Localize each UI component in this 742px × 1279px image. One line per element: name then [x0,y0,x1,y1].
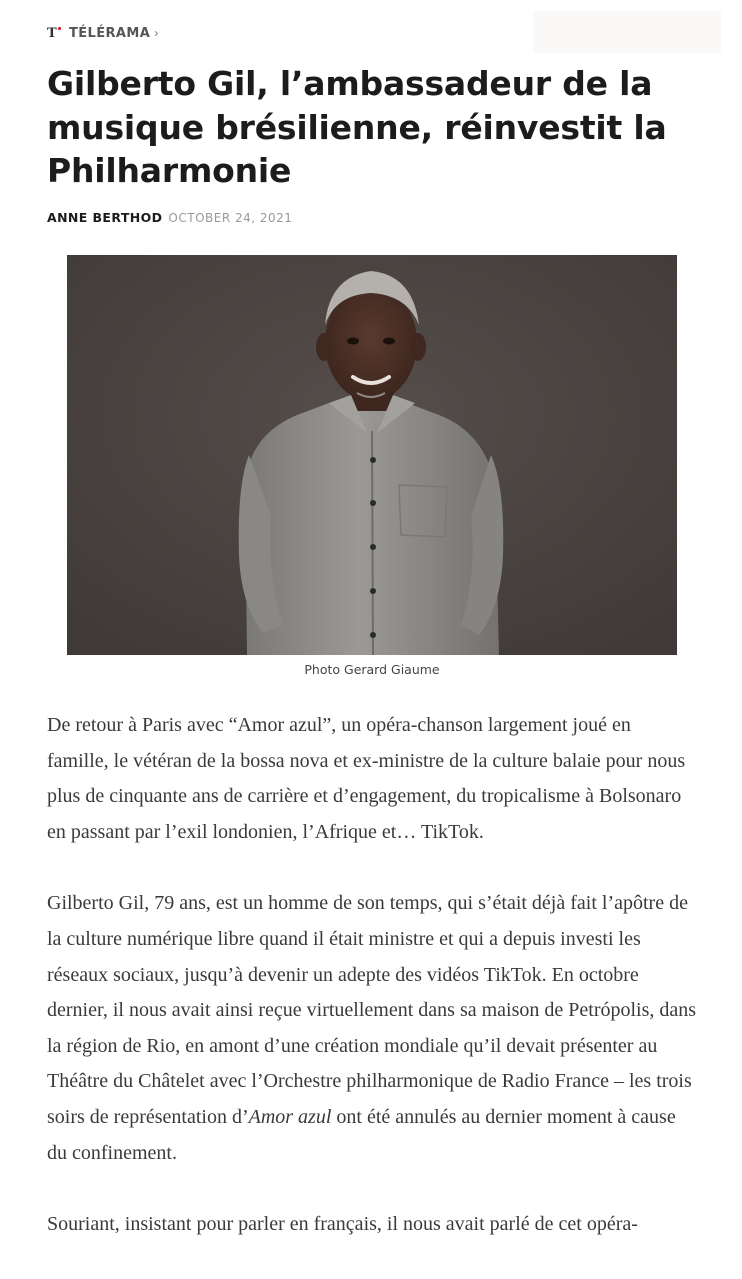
byline [47,210,292,225]
paragraph-2 [47,886,697,1171]
header-ad-placeholder [533,11,721,53]
publish-date: OCTOBER 24, 2021 [168,211,293,225]
paragraph-1: De retour à Paris avec “Amor azul”, un opéra-chanson largement joué en famille, le vétéran de la bossa nova et ex-ministre de la culture balaie pour nous plus de cinquante ans de carrière et d’engagement, du tropicalisme à Bolsonaro en passant par l’exil londonien, l’Afrique et… TikTok. [47,714,686,843]
paragraph-2-text: Gilberto Gil, 79 ans, est un homme de son temps, qui s’était déjà fait l’apôtre de la culture numérique libre quand il était ministre et qui a depuis investi les réseaux sociaux, jusqu’à devenir un adepte des vidéos TikTok. En octobre dernier, il nous avait ainsi reçue virtuellement dans sa maison de Petrópolis, dans la région de Rio, en amont d’une création mondiale qu’il devait présenter au Théâtre du Châtelet avec l’Orchestre philharmonique de Radio France – les trois soirs de représentation d’ [47,892,697,1128]
author-name[interactable]: ANNE BERTHOD [47,210,163,225]
photo-caption: Photo Gerard Giaume [304,662,440,677]
article-photo [67,255,677,655]
telerama-logo-icon[interactable]: T [47,26,60,41]
paragraph-2-text-end: ont été annulés au dernier moment à cause du confinement. [47,1105,676,1164]
work-title: Amor azul [248,1105,332,1128]
publication-header [47,22,158,44]
publication-link[interactable]: TÉLÉRAMA [69,25,151,41]
article-title: Gilberto Gil, l’ambassadeur de la musique brésilienne, réinvestit la Philharmonie [47,64,667,190]
article-body [47,708,697,1279]
paragraph-3: Souriant, insistant pour parler en français, il nous avait parlé de cet opéra- [47,1213,638,1236]
chevron-right-icon: › [154,26,159,40]
